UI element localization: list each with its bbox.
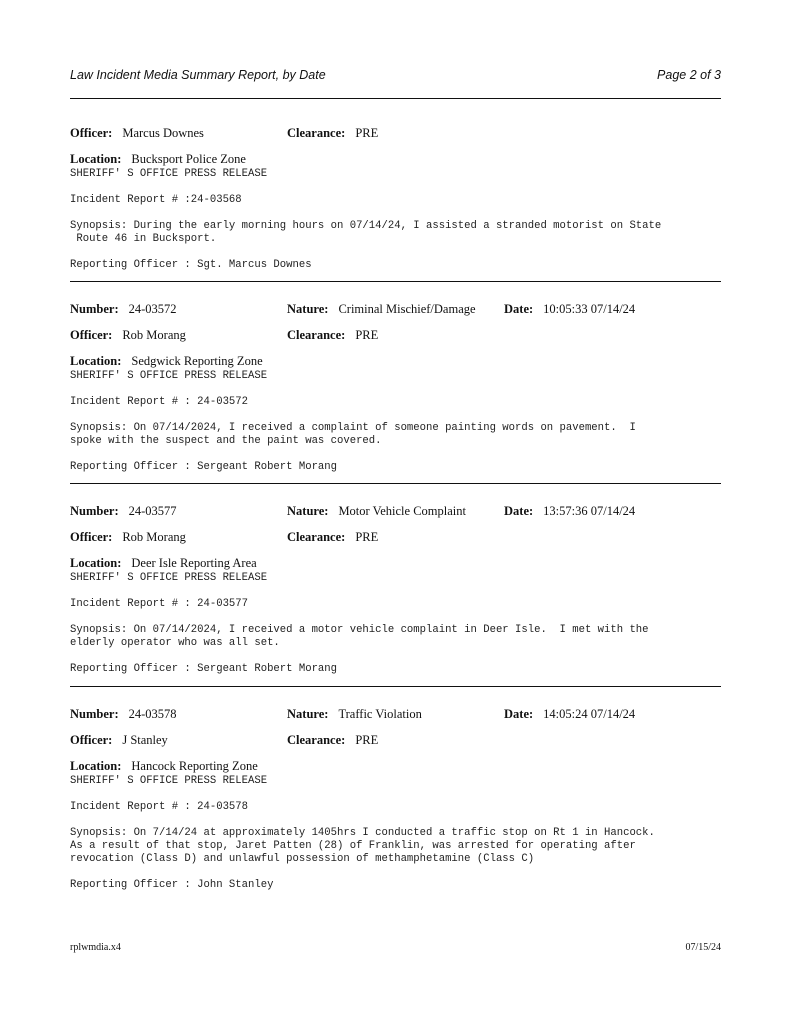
reporting-officer: Reporting Officer : Sergeant Robert Morang	[70, 461, 338, 473]
location-value: Sedgwick Reporting Zone	[131, 354, 263, 368]
number-value: 24-03578	[128, 707, 177, 721]
footer-report-code: rplwmdia.x4	[70, 942, 121, 953]
clearance-value: PRE	[355, 530, 379, 544]
number-row	[70, 504, 730, 520]
location-row	[70, 759, 730, 775]
footer-date: 07/15/24	[685, 942, 721, 953]
location-row	[70, 152, 730, 168]
date-value: 10:05:33 07/14/24	[543, 302, 636, 316]
incident-entry	[70, 302, 730, 474]
synopsis-line: Synopsis: On 07/14/2024, I received a motor vehicle complaint in Deer Isle. I met with the	[70, 624, 649, 636]
incident-report-number: Incident Report # : 24-03572	[70, 396, 249, 408]
officer-field: Officer: Rob Morang	[70, 328, 186, 342]
nature-value: Motor Vehicle Complaint	[338, 504, 466, 518]
officer-value: Marcus Downes	[122, 126, 204, 140]
location-field: Location: Sedgwick Reporting Zone	[70, 354, 263, 368]
incident-report-number: Incident Report # : 24-03578	[70, 801, 249, 813]
synopsis-line: Route 46 in Bucksport.	[70, 233, 217, 245]
location-value: Bucksport Police Zone	[131, 152, 246, 166]
incident-entry	[70, 126, 730, 272]
officer-row	[70, 126, 730, 142]
synopsis-line: elderly operator who was all set.	[70, 637, 280, 649]
number-row	[70, 707, 730, 723]
page-number: Page 2 of 3	[657, 68, 721, 82]
officer-value: Rob Morang	[122, 328, 186, 342]
incident-report-number: Incident Report # :24-03568	[70, 194, 242, 206]
entry-divider	[70, 686, 721, 687]
location-row	[70, 556, 730, 572]
nature-field: Nature: Traffic Violation	[287, 707, 422, 721]
reporting-officer: Reporting Officer : John Stanley	[70, 879, 274, 891]
synopsis-line: Synopsis: During the early morning hours on 07/14/24, I assisted a stranded motorist on State	[70, 220, 662, 232]
officer-field: Officer: Marcus Downes	[70, 126, 204, 140]
date-field: Date: 10:05:33 07/14/24	[504, 302, 636, 316]
entry-divider	[70, 483, 721, 484]
clearance-field: Clearance: PRE	[287, 328, 379, 342]
number-value: 24-03572	[128, 302, 177, 316]
report-title: Law Incident Media Summary Report, by Date	[70, 68, 326, 82]
officer-value: J Stanley	[122, 733, 168, 747]
clearance-value: PRE	[355, 126, 379, 140]
location-row	[70, 354, 730, 370]
reporting-officer: Reporting Officer : Sergeant Robert Morang	[70, 663, 338, 675]
press-release-line: SHERIFF' S OFFICE PRESS RELEASE	[70, 370, 268, 382]
officer-row	[70, 733, 730, 749]
clearance-field: Clearance: PRE	[287, 126, 379, 140]
date-field: Date: 13:57:36 07/14/24	[504, 504, 636, 518]
date-value: 14:05:24 07/14/24	[543, 707, 636, 721]
date-value: 13:57:36 07/14/24	[543, 504, 636, 518]
synopsis-line: Synopsis: On 7/14/24 at approximately 1405hrs I conducted a traffic stop on Rt 1 in Hancock.	[70, 827, 655, 839]
location-value: Hancock Reporting Zone	[131, 759, 258, 773]
page-header	[70, 68, 721, 86]
clearance-field: Clearance: PRE	[287, 733, 379, 747]
nature-field: Nature: Criminal Mischief/Damage	[287, 302, 476, 316]
clearance-field: Clearance: PRE	[287, 530, 379, 544]
date-field: Date: 14:05:24 07/14/24	[504, 707, 636, 721]
header-divider	[70, 98, 721, 99]
number-field: Number: 24-03572	[70, 302, 177, 316]
location-field: Location: Bucksport Police Zone	[70, 152, 246, 166]
location-value: Deer Isle Reporting Area	[131, 556, 257, 570]
number-row	[70, 302, 730, 318]
location-field: Location: Deer Isle Reporting Area	[70, 556, 257, 570]
reporting-officer: Reporting Officer : Sgt. Marcus Downes	[70, 259, 312, 271]
incident-entry	[70, 707, 730, 892]
synopsis-line: Synopsis: On 07/14/2024, I received a complaint of someone painting words on pavement. I	[70, 422, 636, 434]
press-release-line: SHERIFF' S OFFICE PRESS RELEASE	[70, 168, 268, 180]
officer-row	[70, 328, 730, 344]
nature-value: Criminal Mischief/Damage	[338, 302, 476, 316]
entry-divider	[70, 281, 721, 282]
incident-entry	[70, 504, 730, 676]
clearance-value: PRE	[355, 328, 379, 342]
location-field: Location: Hancock Reporting Zone	[70, 759, 258, 773]
number-field: Number: 24-03578	[70, 707, 177, 721]
nature-value: Traffic Violation	[338, 707, 422, 721]
officer-field: Officer: Rob Morang	[70, 530, 186, 544]
clearance-value: PRE	[355, 733, 379, 747]
officer-row	[70, 530, 730, 546]
nature-field: Nature: Motor Vehicle Complaint	[287, 504, 466, 518]
incident-report-number: Incident Report # : 24-03577	[70, 598, 249, 610]
officer-field: Officer: J Stanley	[70, 733, 168, 747]
number-value: 24-03577	[128, 504, 177, 518]
number-field: Number: 24-03577	[70, 504, 177, 518]
synopsis-line: As a result of that stop, Jaret Patten (28) of Franklin, was arrested for operating after	[70, 840, 636, 852]
press-release-line: SHERIFF' S OFFICE PRESS RELEASE	[70, 572, 268, 584]
officer-value: Rob Morang	[122, 530, 186, 544]
synopsis-line: spoke with the suspect and the paint was covered.	[70, 435, 382, 447]
press-release-line: SHERIFF' S OFFICE PRESS RELEASE	[70, 775, 268, 787]
synopsis-line: revocation (Class D) and unlawful possession of methamphetamine (Class C)	[70, 853, 535, 865]
